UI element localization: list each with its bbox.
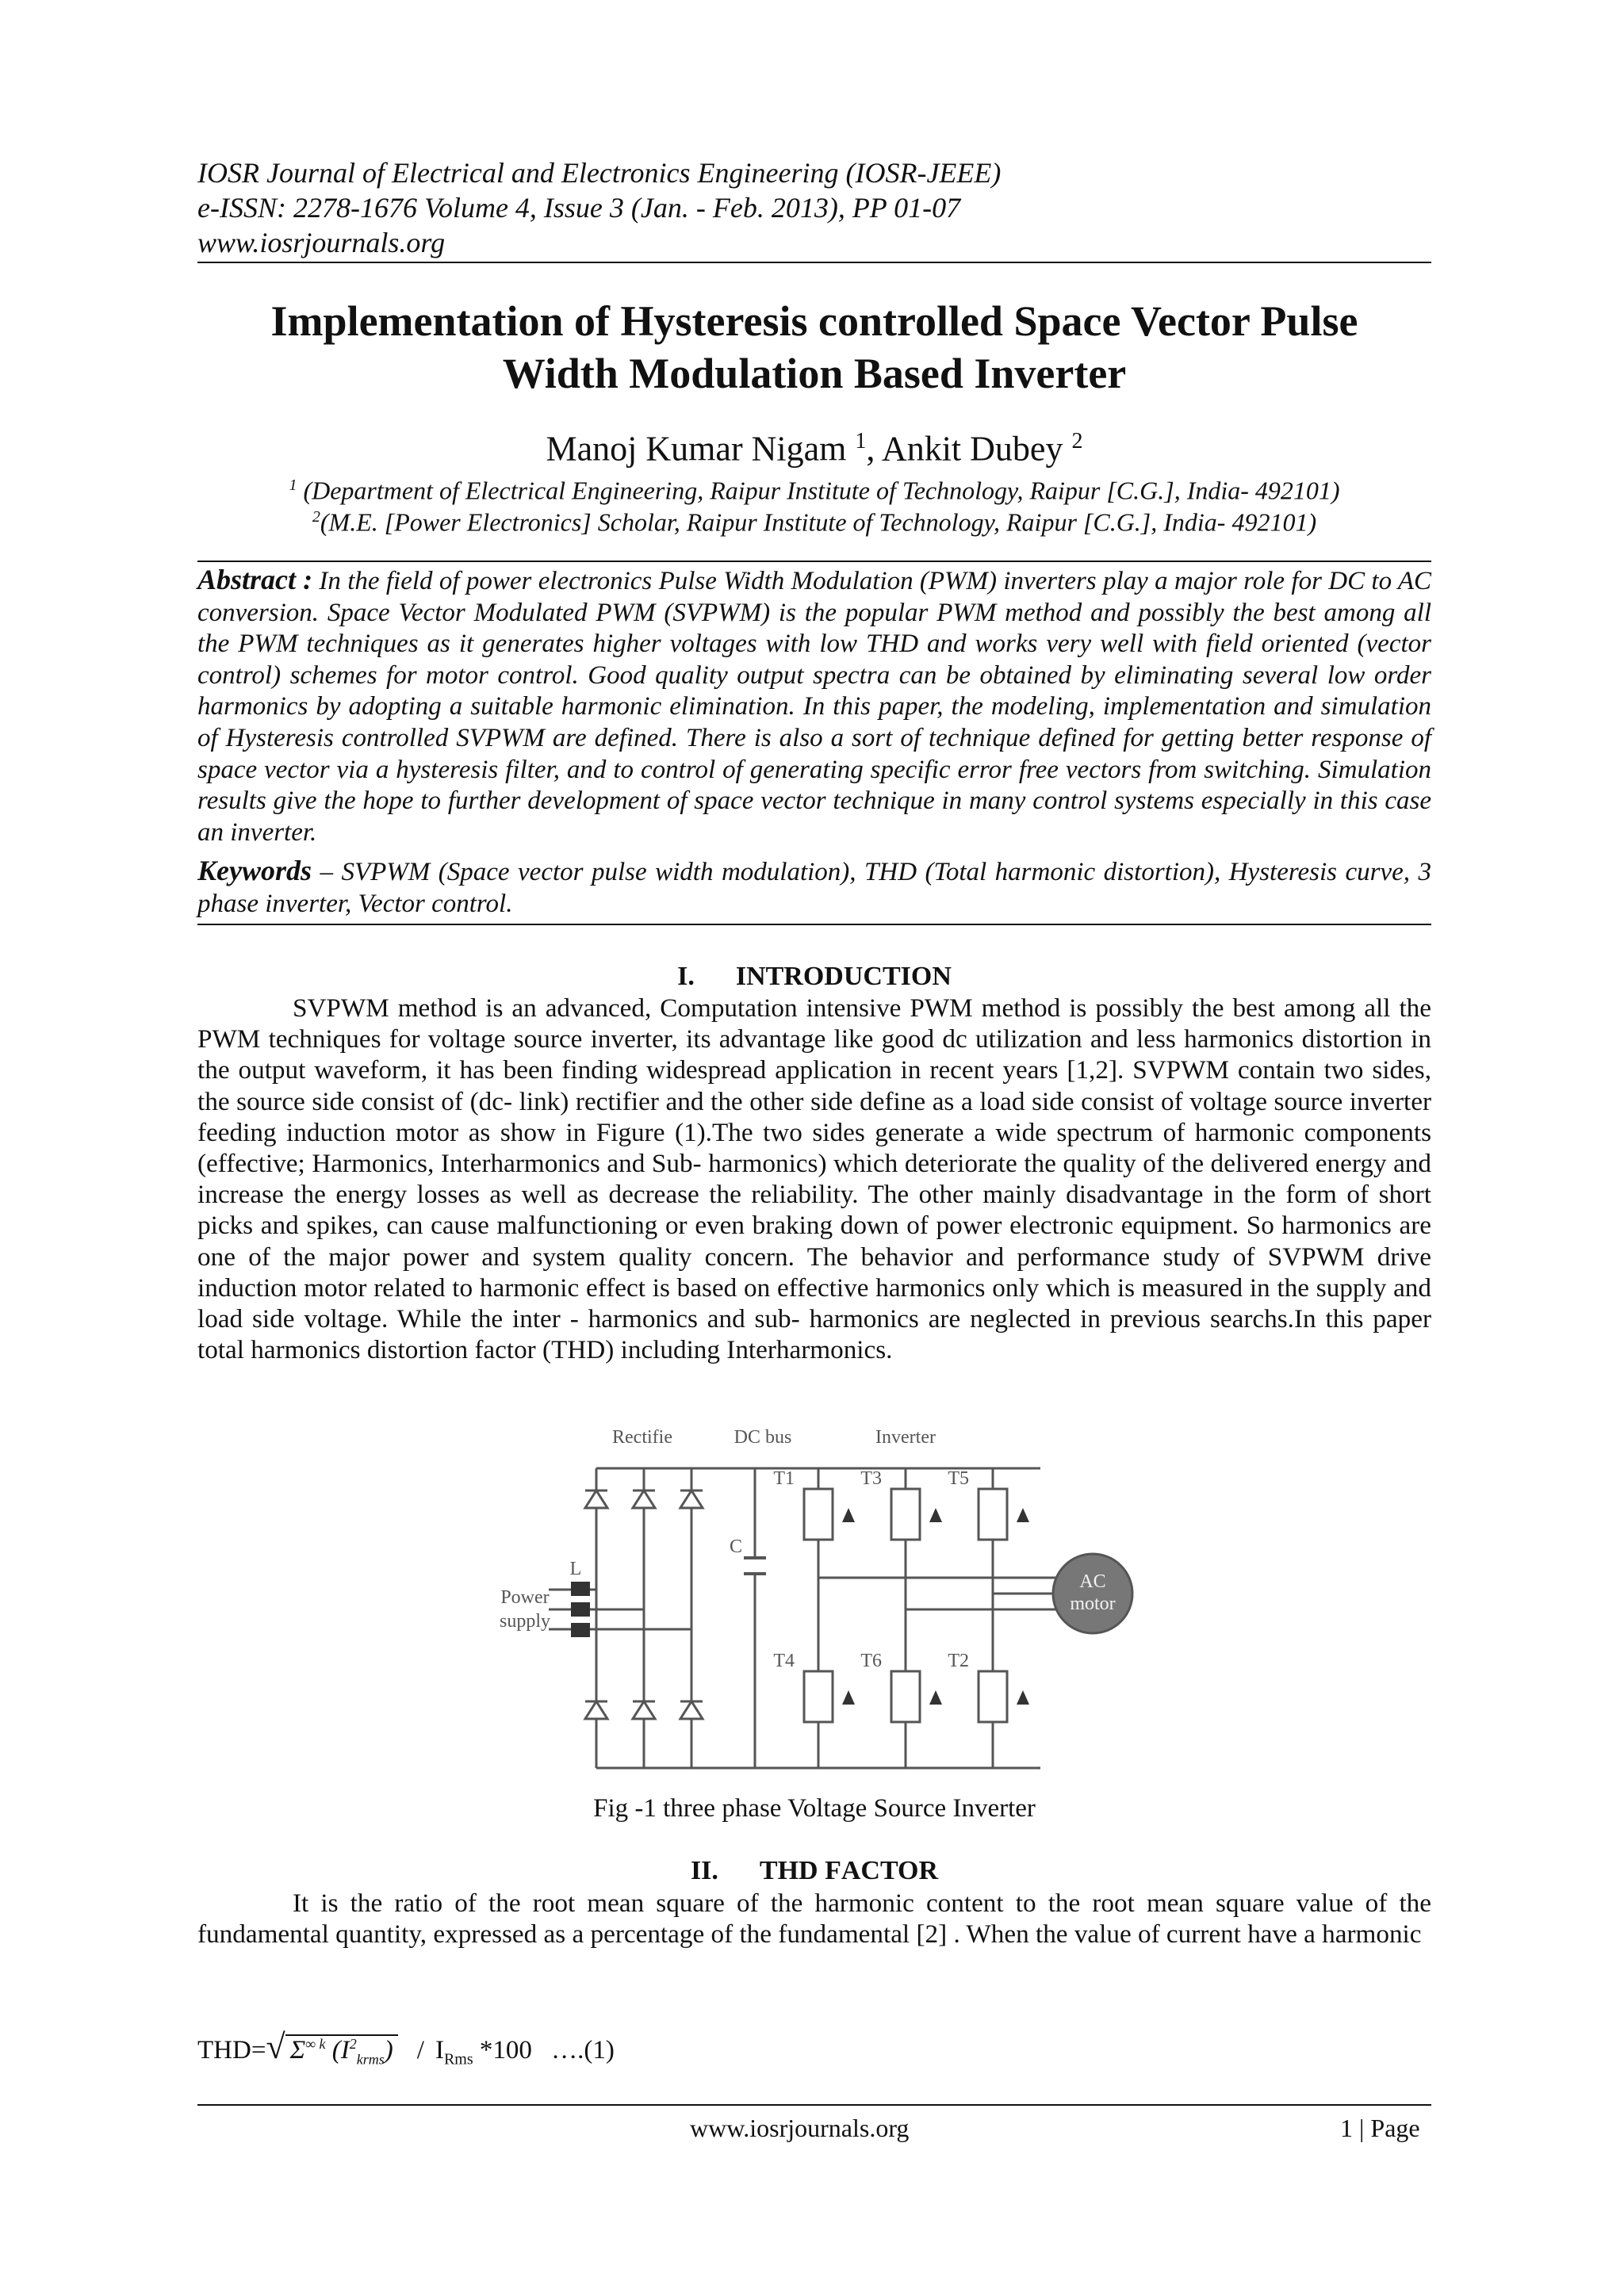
- header-rule: [197, 262, 1431, 263]
- motor-label-ac: AC: [1079, 1571, 1106, 1592]
- switch-t3-label: T3: [860, 1468, 882, 1489]
- inverter-label: Inverter: [875, 1427, 936, 1448]
- author-1-mark: 1: [855, 429, 867, 453]
- dc-bus-label: DC bus: [733, 1427, 792, 1448]
- author-separator: ,: [866, 429, 882, 469]
- equation-sum: Σ: [289, 2036, 306, 2064]
- affiliation-2-mark: 2: [312, 508, 320, 526]
- footer-page-number: 1 | Page: [1340, 2114, 1420, 2142]
- rectifier-label: Rectifie: [612, 1427, 672, 1448]
- supply-lines: [549, 1590, 691, 1629]
- keywords-label: Keywords: [197, 855, 312, 886]
- section-heading-introduction: [197, 961, 1431, 993]
- section-heading-thd-factor: [197, 1855, 1431, 1887]
- equation-lhs: THD=: [197, 2036, 266, 2064]
- journal-website: www.iosrjournals.org: [197, 227, 446, 258]
- introduction-paragraph: [197, 993, 1431, 1365]
- section-title-rest: ACTOR: [841, 1856, 939, 1885]
- capacitor-label: C: [729, 1536, 743, 1557]
- equation-number: ….(1): [544, 2036, 615, 2064]
- inductor-blocks: [571, 1582, 590, 1637]
- motor-feed-lines: [818, 1578, 1064, 1609]
- sqrt-icon: √: [266, 2027, 285, 2066]
- equation-sum-bounds: ∞ k: [305, 2036, 326, 2052]
- journal-header: [197, 155, 1434, 260]
- abstract: [197, 564, 1431, 848]
- equation-multiplier: *100: [473, 2036, 532, 2064]
- abstract-text: In the field of power electronics Pulse Width Modulation (PWM) inverters play a major role for DC to AC conversion. Space Vector Modulated PWM (SVPWM) is the popular PWM method and possibly the best among all the PWM techniques as it generates higher voltages with low THD and works very well with field oriented (vector control) schemes for motor control. Good quality output spectra can be obtained by eliminating several low order harmonics by adopting a suitable harmonic elimination. In this paper, the modeling, implementation and simulation of Hysteresis controlled SVPWM are defined. There is also a sort of technique defined for getting better response of space vector via a hysteresis filter, and to control of generating specific error free vectors from switching. Simulation results give the hope to further development of space vector technique in many control systems especially in this case an inverter.: [197, 567, 1431, 847]
- power-label: Power: [500, 1587, 550, 1608]
- supply-label: supply: [499, 1611, 551, 1632]
- section-title-initial: THD F: [759, 1856, 841, 1885]
- inverter-circuit-diagram: [493, 1419, 1137, 1781]
- section-number: I.: [677, 962, 695, 991]
- footer-rule: [197, 2104, 1431, 2106]
- author-2-mark: 2: [1071, 429, 1083, 453]
- abstract-bottom-rule: [197, 924, 1431, 925]
- author-2: Ankit Dubey: [881, 429, 1072, 469]
- author-list: [197, 420, 1431, 471]
- keywords: [197, 855, 1431, 920]
- equation-denominator: I: [435, 2036, 444, 2064]
- title-line-1: Implementation of Hysteresis controlled Space Vector Pulse: [270, 297, 1358, 345]
- introduction-text: SVPWM method is an advanced, Computation intensive PWM method is possibly the best among all the PWM techniques for voltage source inverter, its advantage like good dc utilization and less harmonics distortion in the output waveform, it has been finding widespread application in recent years [1,2]. SVPWM contain two sides, the source side consist of (dc- link) rectifier and the other side define as a load side consist of voltage source inverter feeding induction motor as show in Figure (1).The two sides generate a wide spectrum of harmonic components (effective; Harmonics, Interharmonics and Sub- harmonics) which deteriorate the quality of the delivered energy and increase the energy losses as well as decrease the reliability. The other mainly disadvantage in the form of short picks and spikes, can cause malfunctioning or even braking down of power electronic equipment. So harmonics are one of the major power and system quality concern. The behavior and performance study of SVPWM drive induction motor related to harmonic effect is based on effective harmonics only which is measured in the supply and load side voltage. While the inter - harmonics and sub- harmonics are neglected in previous searchs.In this paper total harmonics distortion factor (THD) including Interharmonics.: [197, 993, 1431, 1365]
- motor-label-motor: motor: [1070, 1594, 1116, 1614]
- title-line-2: Width Modulation Based Inverter: [502, 350, 1127, 397]
- affiliation-2: [197, 501, 1431, 538]
- affiliation-1-text: (Department of Electrical Engineering, Raipur Institute of Technology, Raipur [C.G.], India- 492101): [297, 476, 1340, 505]
- affiliation-1-mark: 1: [289, 476, 297, 494]
- capacitor-symbol: [744, 1558, 766, 1574]
- abstract-top-rule: [197, 561, 1431, 562]
- equation-term-exponent: 2: [349, 2036, 357, 2052]
- equation-term: (I: [331, 2036, 350, 2064]
- equation-term-subscript: krms: [356, 2051, 385, 2068]
- thd-text: It is the ratio of the root mean square of the harmonic content to the root mean square value of the fundamental quantity, expressed as a percentage of the fundamental [2] . When the value of current have a harmonic: [197, 1888, 1431, 1950]
- equation-denominator-subscript: Rms: [443, 2050, 473, 2068]
- journal-issn: e-ISSN: 2278-1676 Volume 4, Issue 3 (Jan. - Feb. 2013), PP 01-07: [197, 192, 961, 224]
- abstract-label: Abstract :: [197, 564, 313, 595]
- footer-website: www.iosrjournals.org: [690, 2114, 910, 2142]
- section-title-rest: NTRODUCTION: [746, 962, 952, 991]
- inductor-label: L: [569, 1559, 582, 1579]
- switch-t4-label: T4: [773, 1651, 795, 1671]
- thd-paragraph: [197, 1888, 1431, 1950]
- affiliation-2-text: (M.E. [Power Electronics] Scholar, Raipur Institute of Technology, Raipur [C.G.], India- 492101): [320, 507, 1317, 537]
- rectifier-legs: [596, 1468, 691, 1768]
- keywords-text: – SVPWM (Space vector pulse width modulation), THD (Total harmonic distortion), Hysteresis curve, 3 phase inverter, Vector control.: [197, 858, 1431, 918]
- equation-divide: /: [416, 2036, 424, 2064]
- equation-radicand: [285, 2034, 398, 2068]
- figure-1-caption: Fig -1 three phase Voltage Source Inverter: [593, 1794, 1036, 1823]
- equation-term-close: ): [384, 2036, 393, 2064]
- section-number: II.: [690, 1856, 718, 1885]
- journal-name: IOSR Journal of Electrical and Electronics Engineering (IOSR-JEEE): [197, 157, 1002, 189]
- switch-t1-label: T1: [773, 1468, 795, 1489]
- thd-equation: [197, 2026, 615, 2077]
- paper-title: [197, 295, 1431, 400]
- switch-t5-label: T5: [948, 1468, 969, 1489]
- author-1: Manoj Kumar Nigam: [546, 429, 856, 469]
- switch-t2-label: T2: [948, 1651, 969, 1671]
- section-title-initial: I: [735, 962, 747, 991]
- switch-t6-label: T6: [860, 1651, 882, 1671]
